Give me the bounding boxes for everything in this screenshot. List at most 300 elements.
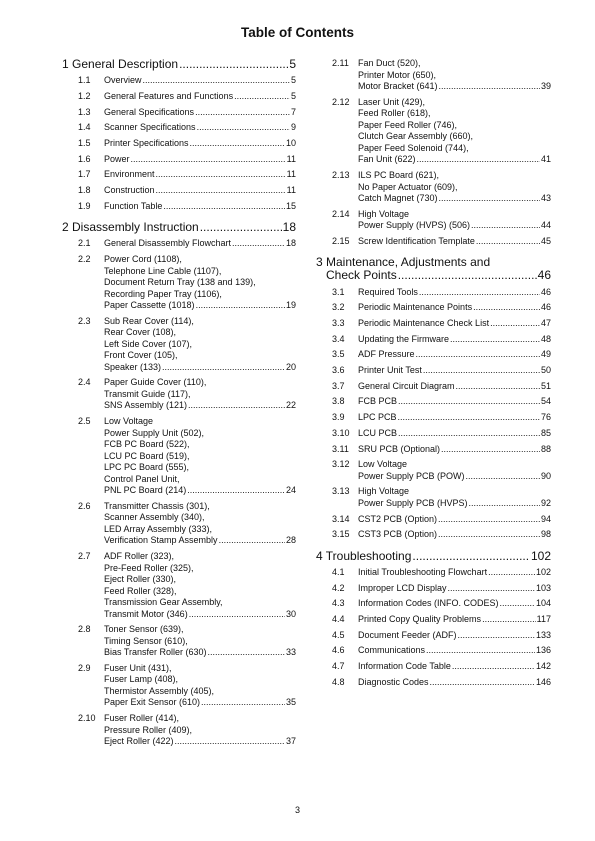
toc-entry[interactable] [332, 677, 551, 689]
section-page: 41 [540, 154, 551, 165]
section-title [104, 138, 296, 150]
section-title-line [358, 567, 551, 579]
section-title [358, 58, 551, 93]
section-title-line [358, 209, 551, 221]
toc-entry[interactable] [78, 416, 296, 497]
section-page: 24 [285, 485, 296, 496]
toc-entry[interactable] [78, 138, 296, 150]
section-list [316, 58, 551, 247]
section-title-line [104, 636, 296, 648]
section-title [358, 444, 551, 456]
section-title-text: Screw Identification Template [358, 235, 475, 246]
section-title-line [104, 138, 296, 150]
toc-entry[interactable] [332, 444, 551, 456]
section-title-line [104, 686, 296, 698]
dot-leader [456, 381, 540, 393]
section-title [104, 501, 296, 547]
chapter-page: 18 [282, 220, 296, 235]
section-title-text: Rear Cover (108), [104, 327, 177, 338]
toc-entry[interactable] [332, 334, 551, 346]
section-title-line [104, 586, 296, 598]
section-title-text: Fuser Roller (414), [104, 713, 180, 724]
section-title-text: ADF Roller (323), [104, 551, 175, 561]
chapter-heading[interactable] [316, 550, 551, 563]
dot-leader [398, 428, 540, 440]
section-page: 92 [540, 497, 551, 508]
section-title-line [104, 451, 296, 463]
section-page: 7 [290, 106, 296, 117]
dot-leader [482, 614, 536, 626]
section-page: 39 [540, 81, 551, 92]
toc-entry[interactable] [332, 459, 551, 482]
dot-leader [398, 412, 540, 424]
section-title-text: Feed Roller (328), [104, 585, 177, 596]
toc-entry[interactable] [332, 396, 551, 408]
section-title-line [104, 474, 296, 486]
section-title-text: High Voltage [358, 208, 410, 219]
section-title-line [358, 471, 551, 483]
section-title-text: Transmit Motor (346) [104, 608, 188, 619]
toc-entry[interactable] [332, 365, 551, 377]
toc-entry[interactable] [78, 154, 296, 166]
toc-entry[interactable] [332, 428, 551, 440]
chapter-heading[interactable] [62, 221, 296, 234]
section-page: 37 [285, 736, 296, 747]
section-title-text: Scanner Assembly (340), [104, 512, 205, 523]
section-title-line [358, 514, 551, 526]
section-title-text: Front Cover (105), [104, 350, 178, 361]
dot-leader [219, 535, 285, 547]
section-title-line [104, 327, 296, 339]
section-title-line [104, 362, 296, 374]
section-title [104, 624, 296, 659]
dot-leader [448, 583, 535, 595]
section-title-text: Power Supply PCB (HVPS) [358, 497, 468, 508]
dot-leader [500, 598, 535, 610]
section-title-text: Eject Roller (330), [104, 574, 177, 584]
section-title-text: General Disassembly Flowchart [104, 238, 232, 249]
section-number: 4.5 [332, 629, 345, 640]
dot-leader [232, 238, 285, 250]
section-title [104, 377, 296, 412]
section-title-text: Diagnostic Codes [358, 676, 429, 687]
section-number: 2.7 [78, 551, 91, 561]
section-title-text: Paper Cassette (1018) [104, 300, 195, 311]
section-number: 1.7 [78, 169, 91, 180]
section-title-line [104, 428, 296, 440]
section-number: 3.10 [332, 427, 350, 438]
section-number: 4.2 [332, 582, 345, 593]
section-number: 2.2 [78, 254, 91, 265]
chapter-label: 3 Maintenance, Adjustments and [316, 255, 491, 270]
section-title-text: FCB PC Board (522), [104, 439, 190, 450]
section-title [358, 287, 551, 299]
section-title [358, 302, 551, 314]
section-title-line [358, 396, 551, 408]
toc-entry[interactable] [78, 551, 296, 620]
section-page: 103 [535, 582, 551, 593]
section-title-line [358, 630, 551, 642]
section-title-text: Catch Magnet (730) [358, 193, 438, 204]
dot-leader [423, 365, 540, 377]
section-title-line [104, 462, 296, 474]
section-title-text: PNL PC Board (214) [104, 485, 187, 496]
section-number: 4.4 [332, 614, 345, 624]
section-title-text: ADF Pressure [358, 349, 415, 360]
section-list [62, 238, 296, 747]
section-title-line [104, 339, 296, 351]
section-title [358, 97, 551, 166]
toc-entry[interactable] [78, 201, 296, 213]
section-title-text: Document Return Tray (138 and 139), [104, 277, 256, 288]
toc-entry[interactable] [332, 349, 551, 361]
dot-leader [179, 58, 288, 71]
section-page: 44 [540, 220, 551, 231]
section-title-text: Scanner Specifications [104, 122, 196, 133]
section-number: 4.3 [332, 598, 345, 609]
dot-leader [200, 221, 282, 234]
section-title [358, 514, 551, 526]
dot-leader [471, 220, 540, 232]
section-title-line [358, 220, 551, 232]
dot-leader [195, 107, 290, 119]
toc-entry[interactable] [332, 318, 551, 330]
section-title-text: High Voltage [358, 486, 410, 497]
section-title-line [104, 697, 296, 709]
section-title [358, 236, 551, 248]
section-title-line [358, 182, 551, 194]
section-title-text: Printed Copy Quality Problems [358, 614, 482, 624]
section-title-text: Eject Roller (422) [104, 736, 174, 747]
section-number: 1.9 [78, 200, 91, 211]
chapter-label: 4 Troubleshooting [316, 548, 412, 563]
section-page: 30 [285, 608, 296, 619]
section-number: 3.3 [332, 318, 345, 328]
section-page: 22 [285, 400, 296, 411]
section-number: 1.2 [78, 90, 91, 101]
section-page: 19 [285, 300, 296, 311]
section-title [358, 170, 551, 205]
section-page: 133 [535, 629, 551, 640]
section-title-text: Power Supply (HVPS) (506) [358, 220, 471, 231]
toc-entry[interactable] [78, 713, 296, 748]
section-title-line [104, 300, 296, 312]
section-title-line [358, 428, 551, 440]
section-title-text: Pre-Feed Roller (325), [104, 562, 194, 573]
section-title-line [358, 677, 551, 689]
section-page: 51 [540, 380, 551, 391]
section-title-text: Low Voltage [104, 416, 154, 427]
section-title-text: Improper LCD Display [358, 582, 447, 593]
section-number: 1.3 [78, 106, 91, 117]
section-number: 2.13 [332, 170, 350, 181]
chapter-heading-cont[interactable] [316, 269, 551, 282]
page-number: 3 [294, 805, 300, 815]
toc-entry[interactable] [332, 514, 551, 526]
section-title-text: Function Table [104, 200, 163, 211]
section-page: 94 [540, 513, 551, 524]
section-title [104, 238, 296, 250]
toc-entry[interactable] [332, 598, 551, 610]
section-title-line [104, 713, 296, 725]
section-title-line [104, 439, 296, 451]
section-title-text: Information Code Table [358, 661, 451, 672]
section-page: 45 [540, 235, 551, 246]
toc-entry[interactable] [332, 630, 551, 642]
section-page: 18 [285, 238, 296, 249]
section-title-line [358, 58, 551, 70]
section-title-line [104, 277, 296, 289]
dot-leader [469, 498, 540, 510]
toc-entry[interactable] [78, 238, 296, 250]
section-title [358, 318, 551, 330]
toc-entry[interactable] [332, 97, 551, 166]
section-title-line [104, 725, 296, 737]
dot-leader [490, 318, 540, 330]
section-title-line [104, 266, 296, 278]
section-title-text: Required Tools [358, 286, 418, 297]
section-title [104, 91, 296, 103]
section-title-text: SNS Assembly (121) [104, 400, 188, 411]
section-title-line [104, 201, 296, 213]
section-page: 10 [285, 137, 296, 148]
section-title-line [358, 70, 551, 82]
section-page: 15 [285, 200, 296, 211]
section-title-line [104, 647, 296, 659]
section-page: 142 [535, 661, 551, 672]
section-title-line [358, 318, 551, 330]
section-title-line [104, 289, 296, 301]
section-page: 11 [286, 153, 296, 164]
toc-entry[interactable] [78, 75, 296, 87]
toc-entry[interactable] [332, 614, 551, 626]
section-number: 4.8 [332, 676, 345, 687]
section-title-text: Information Codes (INFO. CODES) [358, 598, 499, 609]
section-title-line [104, 501, 296, 513]
toc-entry[interactable] [78, 91, 296, 103]
toc-entry[interactable] [78, 624, 296, 659]
section-title-text: Printer Motor (650), [358, 69, 437, 80]
section-title-text: No Paper Actuator (609), [358, 181, 458, 192]
section-page: 85 [540, 427, 551, 438]
section-title-text: Fuser Unit (431), [104, 662, 172, 673]
dot-leader [473, 302, 540, 314]
section-title-text: Power [104, 153, 130, 164]
dot-leader [426, 645, 535, 657]
section-title-line [104, 389, 296, 401]
section-number: 2.6 [78, 500, 91, 511]
section-page: 9 [290, 122, 296, 133]
section-title-text: Printer Specifications [104, 137, 189, 148]
section-title [104, 551, 296, 620]
section-number: 4.6 [332, 645, 345, 656]
section-title-text: Control Panel Unit, [104, 473, 180, 484]
toc-entry[interactable] [332, 381, 551, 393]
section-title-text: SRU PCB (Optional) [358, 443, 441, 454]
toc-entry[interactable] [332, 583, 551, 595]
section-page: 46 [540, 286, 551, 297]
toc-entry[interactable] [332, 529, 551, 541]
toc-entry[interactable] [78, 663, 296, 709]
section-title-text: CST2 PCB (Option) [358, 513, 438, 524]
dot-leader [196, 300, 285, 312]
section-title [104, 154, 296, 166]
section-title-text: Bias Transfer Roller (630) [104, 647, 207, 658]
section-title-text: Power Cord (1108), [104, 254, 182, 265]
section-title [358, 677, 551, 689]
toc-entry[interactable] [332, 302, 551, 314]
section-title-line [358, 143, 551, 155]
toc-entry[interactable] [332, 170, 551, 205]
section-title-text: Updating the Firmware [358, 333, 450, 344]
section-title-line [104, 350, 296, 362]
toc-entry[interactable] [332, 567, 551, 579]
section-title-text: Overview [104, 75, 142, 86]
section-number: 1.5 [78, 137, 91, 148]
toc-entry[interactable] [332, 58, 551, 93]
dot-leader [197, 122, 290, 134]
dot-leader [201, 697, 285, 709]
section-title [358, 412, 551, 424]
toc-entry[interactable] [78, 122, 296, 134]
chapter-page: 46 [537, 268, 551, 283]
section-title-text: Thermistor Assembly (405), [104, 685, 215, 696]
section-title [104, 254, 296, 312]
toc-entry[interactable] [332, 661, 551, 673]
section-title-line [104, 185, 296, 197]
toc-entry[interactable] [78, 169, 296, 181]
section-title-text: Paper Feed Solenoid (744), [358, 142, 469, 153]
dot-leader [156, 169, 286, 181]
section-page: 28 [285, 535, 296, 546]
toc-entry[interactable] [78, 254, 296, 312]
chapter-heading[interactable] [62, 58, 296, 71]
section-title-text: Paper Feed Roller (746), [358, 119, 458, 130]
section-title [104, 122, 296, 134]
section-title-text: General Circuit Diagram [358, 380, 455, 391]
section-title-text: General Features and Functions [104, 90, 234, 101]
section-page: 11 [286, 185, 296, 195]
section-title [358, 529, 551, 541]
section-title-line [358, 486, 551, 498]
section-title [104, 416, 296, 497]
section-title-text: Low Voltage [358, 459, 408, 470]
toc-column-right [316, 58, 551, 688]
section-title [104, 316, 296, 374]
section-page: 104 [535, 598, 551, 609]
section-number: 1.8 [78, 185, 91, 195]
dot-leader [417, 154, 540, 166]
toc-entry[interactable] [78, 377, 296, 412]
section-title-line [104, 597, 296, 609]
section-page: 54 [540, 396, 551, 407]
section-page: 48 [540, 333, 551, 344]
section-title [358, 428, 551, 440]
toc-entry[interactable] [78, 107, 296, 119]
section-title-line [358, 81, 551, 93]
section-title-text: Speaker (133) [104, 361, 162, 372]
section-title-line [104, 416, 296, 428]
toc-entry[interactable] [332, 287, 551, 299]
dot-leader [162, 362, 285, 374]
section-title-line [358, 645, 551, 657]
section-title-text: Environment [104, 169, 155, 180]
section-title-line [104, 400, 296, 412]
toc-entry[interactable] [332, 486, 551, 509]
section-number: 3.15 [332, 529, 350, 540]
section-title-line [104, 238, 296, 250]
dot-leader [441, 444, 540, 456]
dot-leader [208, 647, 285, 659]
section-title [358, 486, 551, 509]
section-title [104, 201, 296, 213]
toc-entry[interactable] [332, 645, 551, 657]
section-number: 2.4 [78, 377, 91, 388]
dot-leader [419, 287, 540, 299]
section-title-line [104, 674, 296, 686]
section-title-line [104, 624, 296, 636]
toc-entry[interactable] [332, 236, 551, 248]
section-title-text: Fuser Lamp (408), [104, 674, 179, 685]
section-title [358, 598, 551, 610]
section-number: 2.14 [332, 208, 350, 219]
dot-leader [438, 529, 540, 541]
section-number: 3.12 [332, 459, 350, 470]
dot-leader [188, 400, 285, 412]
section-title-text: LCU PCB [358, 427, 398, 438]
section-number: 2.10 [78, 713, 96, 724]
toc-entry[interactable] [78, 501, 296, 547]
section-title-line [104, 524, 296, 536]
dot-leader [439, 193, 540, 205]
dot-leader [438, 514, 540, 526]
toc-entry[interactable] [78, 316, 296, 374]
dot-leader [175, 736, 285, 748]
dot-leader [488, 567, 535, 579]
section-title-line [358, 349, 551, 361]
section-title-line [358, 598, 551, 610]
toc-entry[interactable] [332, 412, 551, 424]
section-page: 5 [290, 75, 296, 86]
section-title-line [104, 535, 296, 547]
section-title-text: Transmitter Chassis (301), [104, 500, 210, 511]
section-page: 136 [535, 645, 551, 656]
toc-entry[interactable] [78, 185, 296, 197]
dot-leader [450, 334, 540, 346]
section-page: 33 [285, 647, 296, 658]
section-title-text: Left Side Cover (107), [104, 338, 193, 349]
section-title-text: Periodic Maintenance Check List [358, 318, 490, 328]
section-number: 4.1 [332, 566, 345, 577]
section-title-line [358, 365, 551, 377]
section-title-text: Periodic Maintenance Points [358, 302, 473, 313]
section-title [104, 169, 296, 181]
section-number: 2.12 [332, 96, 350, 107]
section-title [358, 396, 551, 408]
chapter-label: Check Points [326, 268, 397, 283]
toc-entry[interactable] [332, 209, 551, 232]
section-title-line [104, 377, 296, 389]
section-title-line [104, 107, 296, 119]
section-title-line [104, 551, 296, 563]
dot-leader [476, 236, 540, 248]
section-title-line [358, 287, 551, 299]
section-title [358, 630, 551, 642]
section-title-text: Sub Rear Cover (114), [104, 315, 194, 326]
section-number: 2.9 [78, 662, 91, 673]
section-page: 49 [540, 349, 551, 360]
section-title-line [104, 512, 296, 524]
